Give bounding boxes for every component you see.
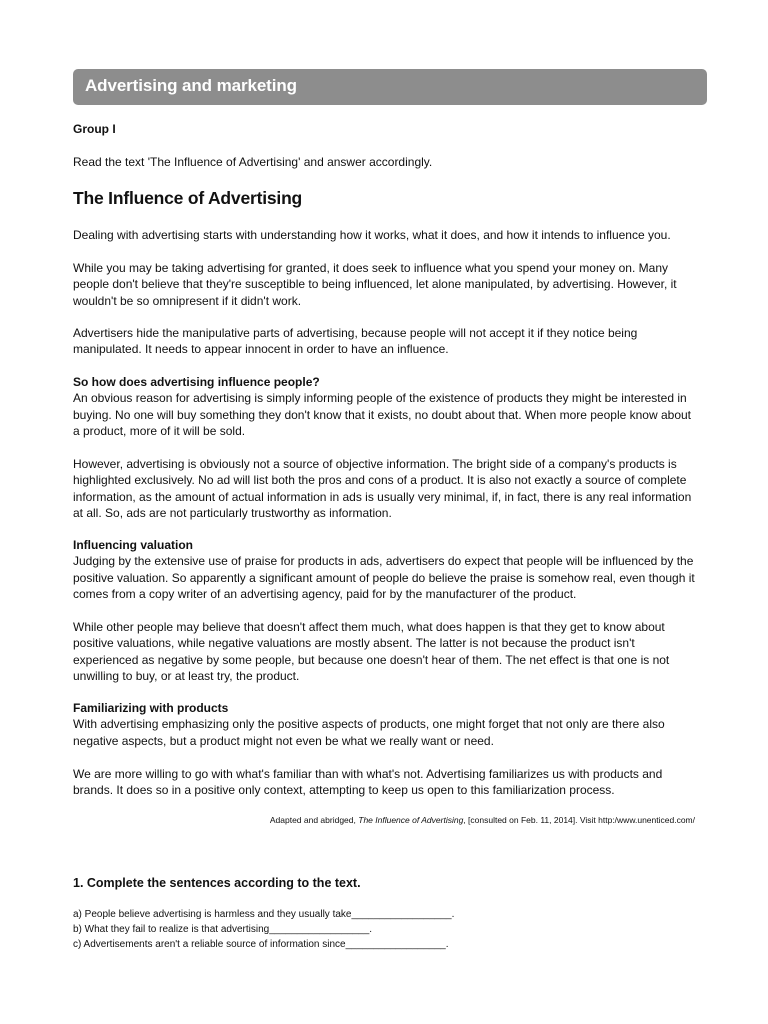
section-header-bar — [73, 69, 707, 105]
exercise-sentence-c: c) Advertisements aren't a reliable source of information since__________________. — [73, 939, 449, 950]
instruction-text: Read the text 'The Influence of Advertising' and answer accordingly. — [73, 155, 433, 169]
section-familiar — [73, 700, 698, 749]
subheading-familiar: Familiarizing with products — [73, 701, 229, 715]
paragraph-intro: Dealing with advertising starts with understanding how it works, what it does, and how it intends to influence you. — [73, 228, 671, 242]
article-title: The Influence of Advertising — [73, 188, 303, 208]
section-how — [73, 374, 698, 439]
paragraph-6: Judging by the extensive use of praise for products in ads, advertisers do expect that people will be influenced by the positive valuation. So apparently a significant amount of people do believe the praise is somehow real, even though it comes from a copy writer of an advertising agency, paid for by the manufacturer of the product. — [73, 554, 695, 601]
paragraph-8: With advertising emphasizing only the positive aspects of products, one might forget that not only are there also negative aspects, but a product might not even be what we really want or need. — [73, 717, 665, 748]
exercise-sentence-a: a) People believe advertising is harmless and they usually take__________________. — [73, 909, 455, 920]
source-prefix: Adapted and abridged, — [269, 815, 359, 825]
source-citation — [270, 815, 695, 825]
paragraph-3: Advertisers hide the manipulative parts of advertising, because people will not accept it if they notice being manipulated. It needs to appear innocent in order to have an influence. — [73, 326, 638, 357]
source-suffix: , [consulted on Feb. 11, 2014]. Visit http:/www.unenticed.com/ — [463, 815, 695, 825]
subheading-valuation: Influencing valuation — [73, 538, 194, 552]
paragraph-5: However, advertising is obviously not a source of objective information. The bright side of a company's products is highlighted exclusively. No ad will list both the pros and cons of a product. It is also not exactly a source of complete information, as the amount of actual information in ads is usually very minimal, if, in fact, there is any real information at all. So, ads are not particularly trustworthy as information. — [73, 457, 692, 520]
paragraph-2: While you may be taking advertising for granted, it does seek to influence what you spend your money on. Many people don't believe that they're susceptible to being influenced, let alone manipulated, by advertising. However, it wouldn't be so omnipresent if it didn't work. — [73, 261, 677, 308]
source-work-title: The Influence of Advertising — [358, 815, 464, 825]
paragraph-9: We are more willing to go with what's familiar than with what's not. Advertising familiarizes us with products and brands. It does so in a positive only context, attempting to keep us open to this familiarization process. — [73, 767, 663, 798]
exercise-title: 1. Complete the sentences according to the text. — [73, 876, 361, 890]
paragraph-4: An obvious reason for advertising is simply informing people of the existence of products they might be interested in buying. No one will buy something they don't know that it exists, no doubt about that. When more people know about a product, more of it will be sold. — [73, 391, 691, 438]
group-label: Group I — [73, 122, 116, 136]
exercise-sentence-b: b) What they fail to realize is that advertising__________________. — [73, 924, 373, 935]
subheading-how: So how does advertising influence people? — [73, 375, 320, 389]
section-valuation — [73, 537, 698, 602]
paragraph-7: While other people may believe that doesn't affect them much, what does happen is that they get to know about positive valuations, while negative valuations are mostly absent. The latter is not because the product isn't experienced as negative by some people, but because one doesn't hear of them. The net effect is that one is not unwilling to buy, or at least try, the product. — [73, 620, 670, 683]
section-title: Advertising and marketing — [85, 76, 297, 95]
